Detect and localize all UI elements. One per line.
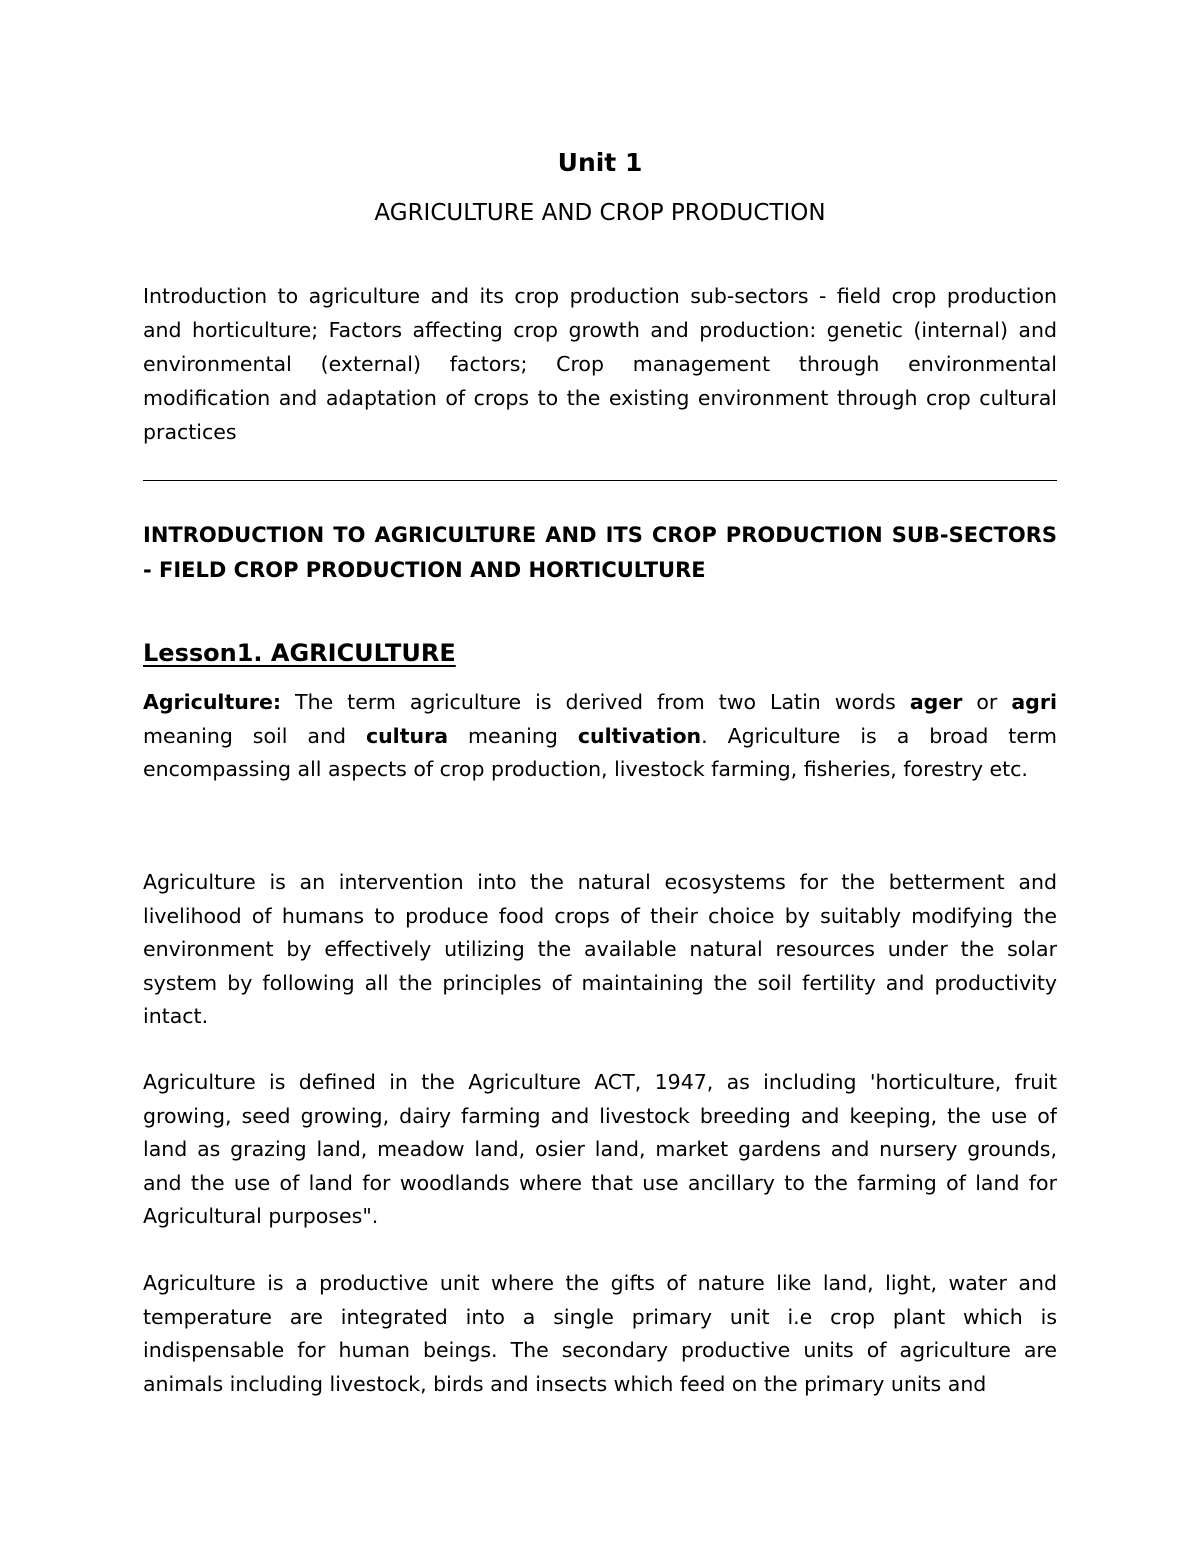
text-run: meaning [448, 723, 578, 748]
text-run: or [962, 690, 1012, 714]
document-page [143, 0, 1057, 1553]
unit-title: AGRICULTURE AND CROP PRODUCTION [374, 200, 826, 226]
latin-word-cultura: cultura [365, 723, 449, 748]
text-run: meaning soil and [143, 723, 366, 748]
latin-word-agri: agri [1011, 690, 1057, 714]
text-run: The term agriculture is derived from two Latin words [281, 690, 910, 714]
section-heading: INTRODUCTION TO AGRICULTURE AND ITS CROP PRODUCTION SUB-SECTORS - FIELD CROP PRODUCTION AND HORTICULTURE [143, 523, 1057, 582]
horizontal-divider [143, 480, 1057, 481]
word-cultivation: cultivation [577, 723, 702, 748]
term-agriculture: Agriculture: [143, 690, 282, 714]
text-run: . Agriculture is a broad term encompassing all aspects of crop production, livestock farming, fisheries, forestry etc. [143, 723, 1057, 782]
latin-word-ager: ager [909, 690, 963, 714]
unit-summary: Introduction to agriculture and its crop production sub-sectors - field crop production and horticulture; Factors affecting crop growth and production: genetic (internal) and environmental (external) factors; Crop management through environmental modification and adaptation of crops to the existing environment through crop cultural practices [143, 284, 1057, 444]
unit-number: Unit 1 [557, 148, 643, 177]
paragraph-definition [143, 686, 1057, 787]
paragraph-productive-unit: Agriculture is a productive unit where the gifts of nature like land, light, water and temperature are integrated into a single primary unit i.e crop plant which is indispensable for human beings. The secondary productive units of agriculture are animals including livestock, birds and insects which feed on the primary units and [143, 1271, 1057, 1396]
paragraph-act-1947: Agriculture is defined in the Agriculture ACT, 1947, as including 'horticulture, fruit growing, seed growing, dairy farming and livestock breeding and keeping, the use of land as grazing land, meadow land, osier land, market gardens and nursery grounds, and the use of land for woodlands where that use ancillary to the farming of land for Agricultural purposes". [143, 1070, 1057, 1229]
paragraph-ecosystem: Agriculture is an intervention into the natural ecosystems for the betterment and livelihood of humans to produce food crops of their choice by suitably modifying the environment by effectively utilizing the available natural resources under the solar system by following all the principles of maintaining the soil fertility and productivity intact. [143, 870, 1057, 1029]
lesson-heading: Lesson1. AGRICULTURE [143, 639, 456, 667]
